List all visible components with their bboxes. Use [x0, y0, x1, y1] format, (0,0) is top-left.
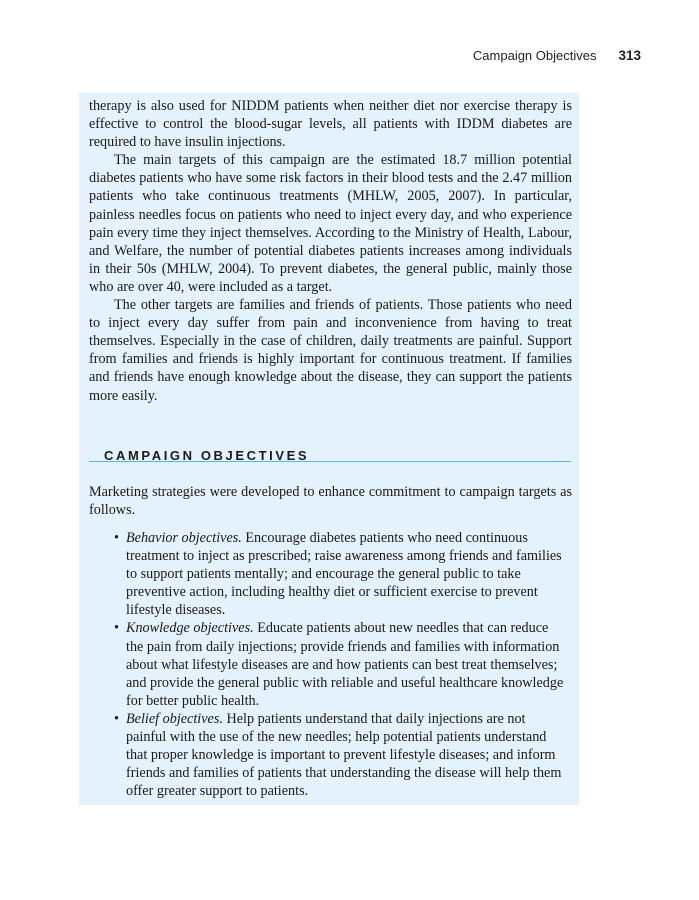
running-head — [473, 48, 641, 63]
bullet-text: Help patients understand that daily injections are not painful with the use of the new needles; help potential patients understand that proper knowledge is important to prevent lifestyle diseases; and inform friends and families of patients that understanding the disease will help them offer greater support to patients. — [126, 710, 562, 800]
list-item — [114, 710, 569, 800]
list-item — [114, 619, 569, 709]
bullet-term: Knowledge objectives. — [126, 620, 254, 637]
objectives-list — [114, 529, 569, 800]
page-number: 313 — [618, 48, 641, 63]
body-text — [89, 97, 572, 405]
list-item — [114, 529, 569, 619]
bullet-icon: • — [114, 620, 119, 637]
paragraph-2: The main targets of this campaign are the estimated 18.7 million potential diabetes patients who have some risk factors in their blood tests and the 2.47 million patients who take continuous treatments (MHLW, 2005, 2007). In particular, painless needles focus on patients who need to inject every day, and who experience pain every time they inject themselves. According to the Ministry of Health, Labour, and Welfare, the number of potential diabetes patients increases among individuals in their 50s (MHLW, 2004). To prevent diabetes, the general public, mainly those who are over 40, were included as a target. — [89, 152, 572, 295]
section-intro: Marketing strategies were developed to enhance commitment to campaign targets as follows. — [89, 484, 572, 519]
section-intro-block — [89, 483, 572, 519]
section-rule — [89, 461, 571, 462]
bullet-icon: • — [114, 530, 119, 546]
running-title: Campaign Objectives — [472, 48, 597, 63]
bullet-text: Encourage diabetes patients who need continuous treatment to inject as prescribed; raise awareness among friends and families to support patients mentally; and encourage the general public to take preventive action, including healthy diet or sufficient exercise to prevent lifestyle diseases. — [126, 530, 562, 619]
bullet-term: Belief objectives. — [126, 710, 223, 727]
bullet-term: Behavior objectives. — [126, 530, 242, 546]
paragraph-1: therapy is also used for NIDDM patients when neither diet nor exercise therapy is effective to control the blood-sugar levels, all patients with IDDM diabetes are required to have insulin injections. — [89, 98, 572, 151]
paragraph-3: The other targets are families and friends of patients. Those patients who need to inject every day suffer from pain and inconvenience from having to treat themselves. Especially in the case of children, daily treatments are painful. Support from families and friends is highly important for continuous treatment. If families and friends have enough knowledge about the disease, they can support the patients more easily. — [89, 297, 572, 404]
bullet-icon: • — [114, 710, 119, 727]
section-heading: CAMPAIGN OBJECTIVES — [104, 448, 310, 463]
bullet-text: Educate patients about new needles that can reduce the pain from daily injections; provide friends and families with information about what lifestyle diseases are and how patients can best treat themselves; and provide the general public with reliable and useful healthcare knowledge for better public health. — [126, 620, 564, 709]
